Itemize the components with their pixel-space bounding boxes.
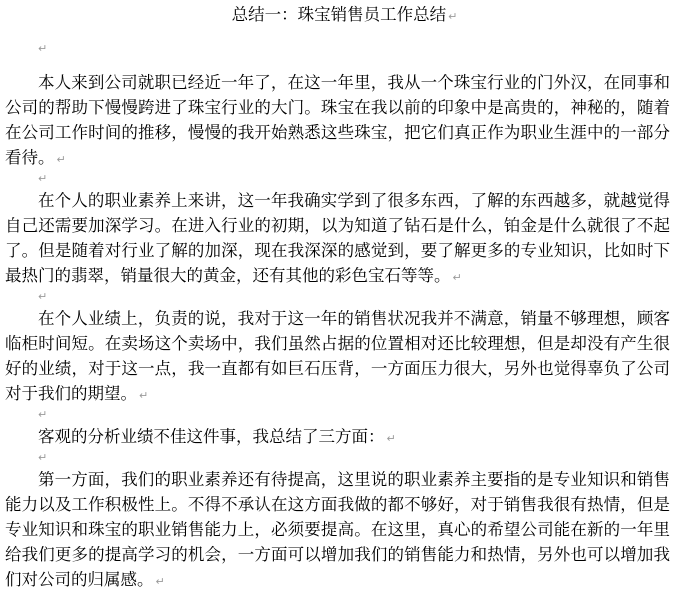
return-mark-icon: ↵ xyxy=(448,10,458,23)
paragraph-line xyxy=(38,306,670,331)
paragraph-line xyxy=(5,492,670,517)
paragraph-line xyxy=(5,567,670,592)
empty-line-return-mark-icon: ↵ xyxy=(38,290,48,303)
line-text: 给我们更多的提高学习的机会，一方面可以增加我们的销售能力和热情，另外也可以增加我 xyxy=(5,545,670,564)
line-text: 在公司工作时间的推移，慢慢的我开始熟悉这些珠宝，把它们真正作为职业生涯中的一部分 xyxy=(5,123,670,142)
line-text: 临柜时间短。在卖场这个卖场中，我们虽然占据的位置相对还比较理想，但是却没有产生很 xyxy=(5,334,670,353)
return-mark-icon: ↵ xyxy=(452,271,462,284)
paragraph-line xyxy=(5,381,670,406)
paragraph-line xyxy=(38,70,670,95)
line-text: 好的业绩，对于这一点，我一直都有如巨石压背，一方面压力很大，另外也觉得辜负了公司 xyxy=(5,359,670,378)
line-text: 自己还需要加深学习。在进入行业的初期，以为知道了钻石是什么，铂金是什么就很了不起 xyxy=(5,216,670,235)
title-text: 总结一：珠宝销售员工作总结 xyxy=(231,5,447,24)
paragraph-line xyxy=(5,356,670,381)
line-text: 能力以及工作积极性上。不得不承认在这方面我做的都不够好，对于销售我很有热情，但是 xyxy=(5,495,670,514)
document-title xyxy=(0,2,681,29)
return-mark-icon: ↵ xyxy=(386,432,396,445)
line-text: 们对公司的归属感。 xyxy=(5,570,154,589)
line-text: 对于我们的期望。 xyxy=(5,384,137,403)
line-text: 第一方面，我们的职业素养还有待提高，这里说的职业素养主要指的是专业知识和销售 xyxy=(38,470,670,489)
return-mark-icon: ↵ xyxy=(139,389,149,402)
paragraph-line xyxy=(5,331,670,356)
line-text: 在个人业绩上，负责的说，我对于这一年的销售状况我并不满意，销量不够理想，顾客 xyxy=(38,309,670,328)
line-text: 本人来到公司就职已经近一年了，在这一年里，我从一个珠宝行业的门外汉，在同事和 xyxy=(38,73,670,92)
paragraph-line xyxy=(5,145,670,170)
paragraph-line xyxy=(5,120,670,145)
line-text: 客观的分析业绩不佳这件事，我总结了三方面： xyxy=(38,427,385,446)
return-mark-icon: ↵ xyxy=(155,575,165,588)
paragraph-line xyxy=(5,542,670,567)
paragraph-line xyxy=(5,238,670,263)
paragraph-line xyxy=(38,467,670,492)
paragraph-line xyxy=(5,95,670,120)
empty-line-return-mark-icon: ↵ xyxy=(38,451,48,464)
line-text: 了。但是随着对行业了解的加深，现在我深深的感觉到，要了解更多的专业知识，比如时下 xyxy=(5,241,670,260)
empty-line-return-mark-icon: ↵ xyxy=(38,42,48,55)
empty-line-return-mark-icon: ↵ xyxy=(38,408,48,421)
empty-line-return-mark-icon: ↵ xyxy=(38,172,48,185)
line-text: 在个人的职业素养上来讲，这一年我确实学到了很多东西，了解的东西越多，就越觉得 xyxy=(38,191,670,210)
line-text: 看待。 xyxy=(5,148,55,167)
paragraph-line xyxy=(5,517,670,542)
paragraph-line xyxy=(38,424,670,449)
line-text: 最热门的翡翠，销量很大的黄金，还有其他的彩色宝石等等。 xyxy=(5,266,451,285)
return-mark-icon: ↵ xyxy=(56,153,66,166)
paragraph-line xyxy=(38,188,670,213)
paragraph-line xyxy=(5,213,670,238)
line-text: 公司的帮助下慢慢跨进了珠宝行业的大门。珠宝在我以前的印象中是高贵的，神秘的，随着 xyxy=(5,98,670,117)
paragraph-line xyxy=(5,263,670,288)
line-text: 专业知识和珠宝的职业销售能力上，必须要提高。在这里，真心的希望公司能在新的一年里 xyxy=(5,520,670,539)
